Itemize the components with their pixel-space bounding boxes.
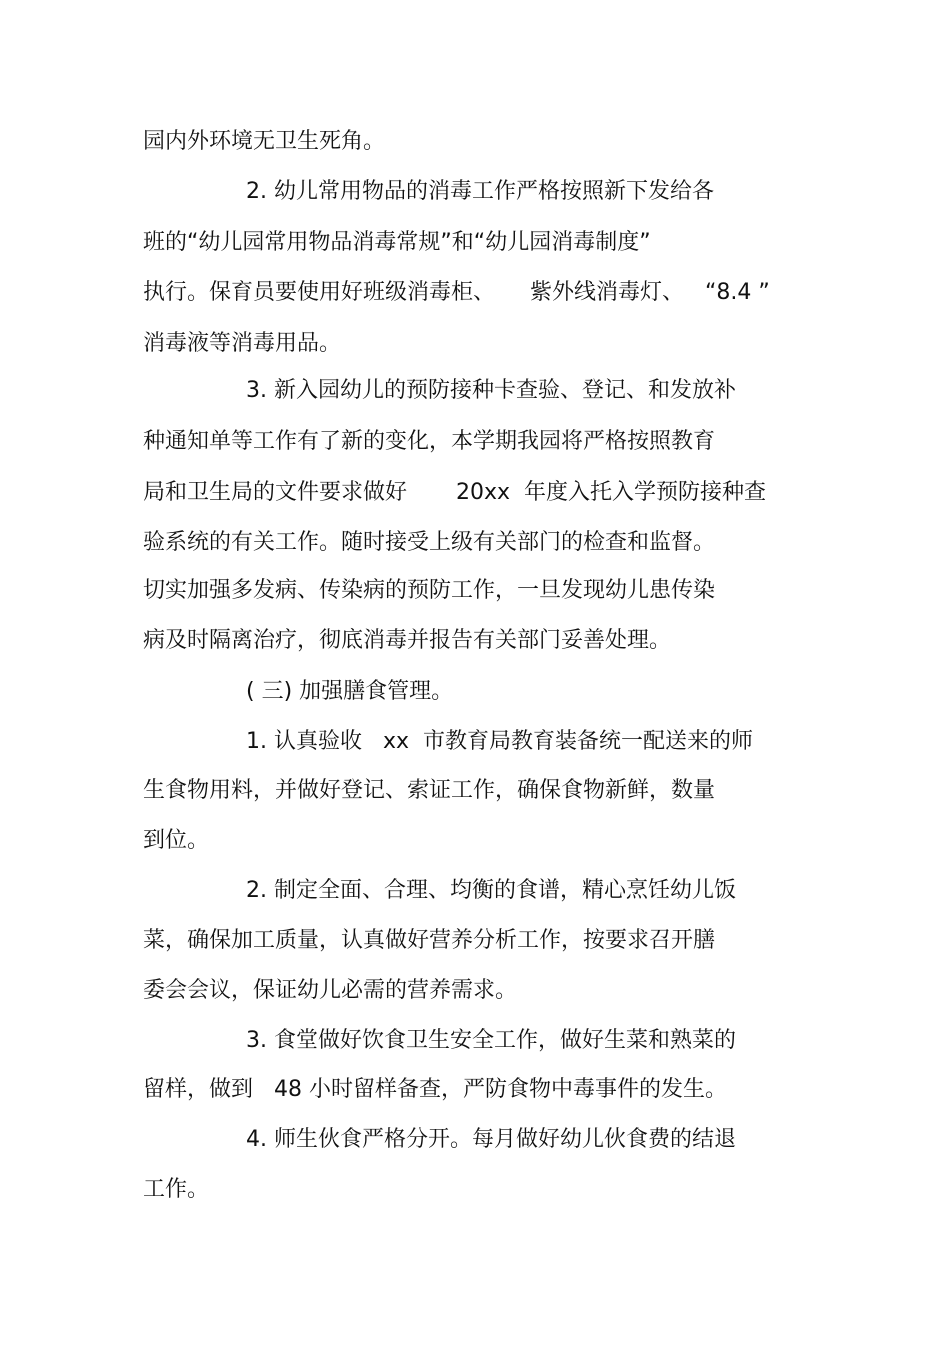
text-line: 菜，确保加工质量，认真做好营养分析工作，按要求召开膳 [143, 928, 716, 953]
text-line: 工作。 [143, 1177, 210, 1202]
text-line: 1. 认真验收 xx 市教育局教育装备统一配送来的师 [246, 729, 753, 754]
section-heading: ( 三) 加强膳食管理。 [246, 679, 454, 704]
text-line: 种通知单等工作有了新的变化，本学期我园将严格按照教育 [143, 429, 716, 454]
text-line: 4. 师生伙食严格分开。每月做好幼儿伙食费的结退 [246, 1127, 736, 1152]
text-line: 消毒液等消毒用品。 [143, 331, 342, 356]
text-line: 班的“幼儿园常用物品消毒常规”和“幼儿园消毒制度” [143, 230, 651, 255]
text-line: 病及时隔离治疗，彻底消毒并报告有关部门妥善处理。 [143, 628, 672, 653]
text-line: 生食物用料，并做好登记、索证工作，确保食物新鲜，数量 [143, 778, 716, 803]
text-line: 园内外环境无卫生死角。 [143, 129, 386, 154]
text-line: 验系统的有关工作。随时接受上级有关部门的检查和监督。 [143, 530, 716, 555]
text-line: 留样，做到 48 小时留样备查，严防食物中毒事件的发生。 [143, 1077, 727, 1102]
text-line: 局和卫生局的文件要求做好 20xx 年度入托入学预防接种查 [143, 480, 766, 505]
text-line: 委会会议，保证幼儿必需的营养需求。 [143, 978, 518, 1003]
text-line: 切实加强多发病、传染病的预防工作，一旦发现幼儿患传染 [143, 578, 716, 603]
text-line: 2. 幼儿常用物品的消毒工作严格按照新下发给各 [246, 179, 714, 204]
text-line: 2. 制定全面、合理、均衡的食谱，精心烹饪幼儿饭 [246, 878, 736, 903]
text-line: 执行。保育员要使用好班级消毒柜、 紫外线消毒灯、 “8.4 ” [143, 280, 770, 305]
text-line: 3. 新入园幼儿的预防接种卡查验、登记、和发放补 [246, 378, 736, 403]
text-line: 3. 食堂做好饮食卫生安全工作，做好生菜和熟菜的 [246, 1028, 736, 1053]
text-line: 到位。 [143, 828, 210, 853]
